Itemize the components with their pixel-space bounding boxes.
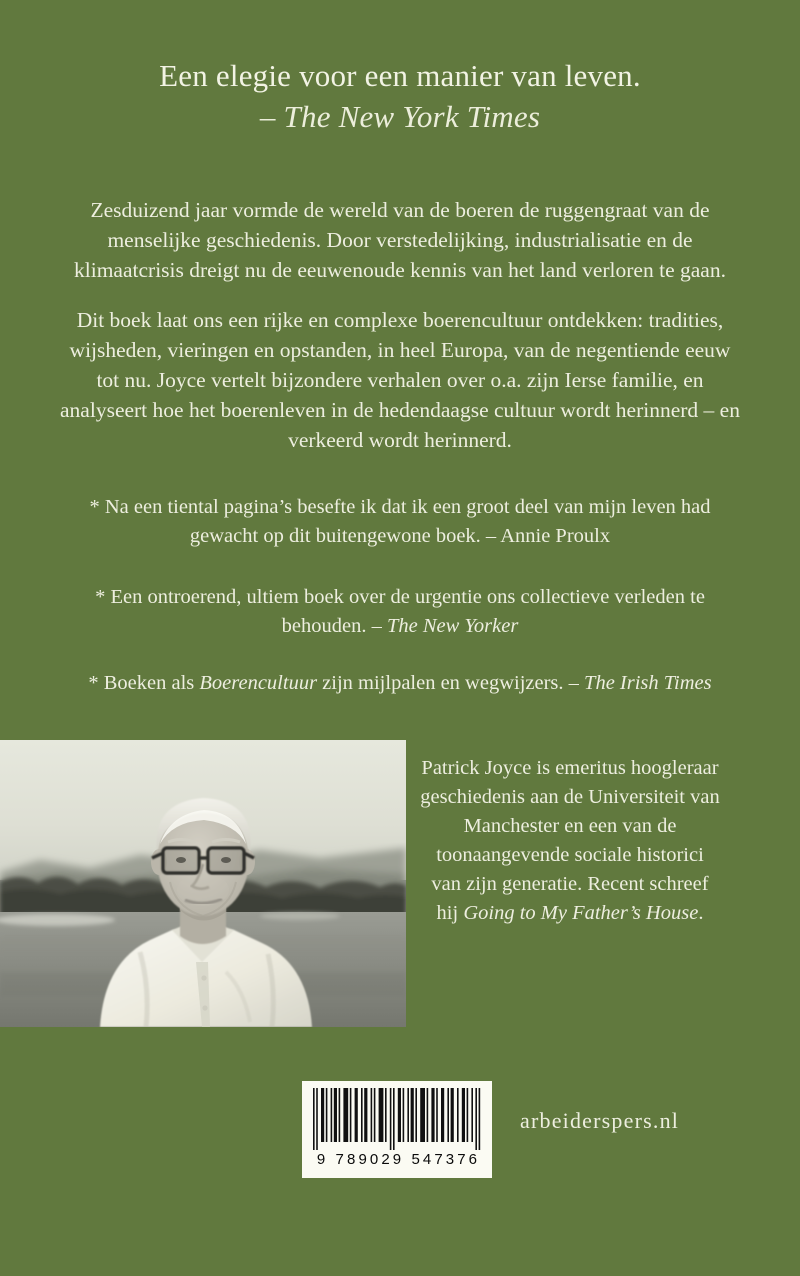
author-bio [420,754,720,929]
blurb-paragraph-2: Dit boek laat ons een rijke en complexe boerencultuur ontdekken: tradities, wijsheden, vieringen en opstanden, in heel Europa, van de negentiende eeuw tot nu. Joyce vertelt bijzondere verhalen over o.a. zijn Ierse familie, en analyseert hoe het boerenleven in de hedendaagse cultuur wordt herinnerd – en verkeerd wordt herinnerd. [60,307,740,452]
blurb-paragraph-1: Zesduizend jaar vormde de wereld van de boeren de ruggengraat van de menselijke geschiedenis. Door verstedelijking, industrialisatie en de klimaatcrisis dreigt nu de eeuwenoude kennis van het land verloren te gaan. [74,197,726,282]
quote-text-after: zijn mijlpalen en wegwijzers. – [317,671,585,694]
quote-text: Een ontroerend, ultiem boek over de urgentie ons collectieve verleden te behouden. – [110,585,705,637]
author-photo [0,740,406,1027]
quote-marker: * [95,585,111,608]
headline-dash: – [259,98,284,134]
quote-marker: * [88,671,104,694]
quote-text: Na een tiental pagina’s besefte ik dat ik een groot deel van mijn leven had gewacht op dit buitengewone boek. – [104,495,711,547]
headline-attribution [50,97,750,138]
quote-book-title: Boerencultuur [199,671,318,694]
review-quote-3 [60,669,740,698]
headline-quote-text: Een elegie voor een manier van leven. [159,58,641,93]
isbn-number: 9 789029 547376 [316,1151,481,1168]
headline-pullquote [50,56,750,138]
quote-source: The Irish Times [584,671,712,694]
quote-marker: * [89,495,105,518]
quote-source: The New Yorker [386,614,519,637]
review-quote-2 [60,583,740,641]
barcode-bars [313,1088,481,1150]
headline-source: The New York Times [283,98,541,134]
author-bio-text: Patrick Joyce is emeritus hoogleraar geschiedenis aan de Universiteit van Manchester en een van de toonaangevende sociale historici van zijn generatie. Recent schreef hij [420,756,720,925]
review-quote-1 [60,493,740,551]
author-photo-image [0,740,406,1027]
quote-source: Annie Proulx [500,524,611,547]
author-book-title: Going to My Father’s House [463,902,699,925]
quote-text-before: Boeken als [103,671,200,694]
isbn-barcode [302,1081,492,1178]
publisher-url: arbeiderspers.nl [520,1108,680,1133]
author-bio-period: . [698,902,704,925]
